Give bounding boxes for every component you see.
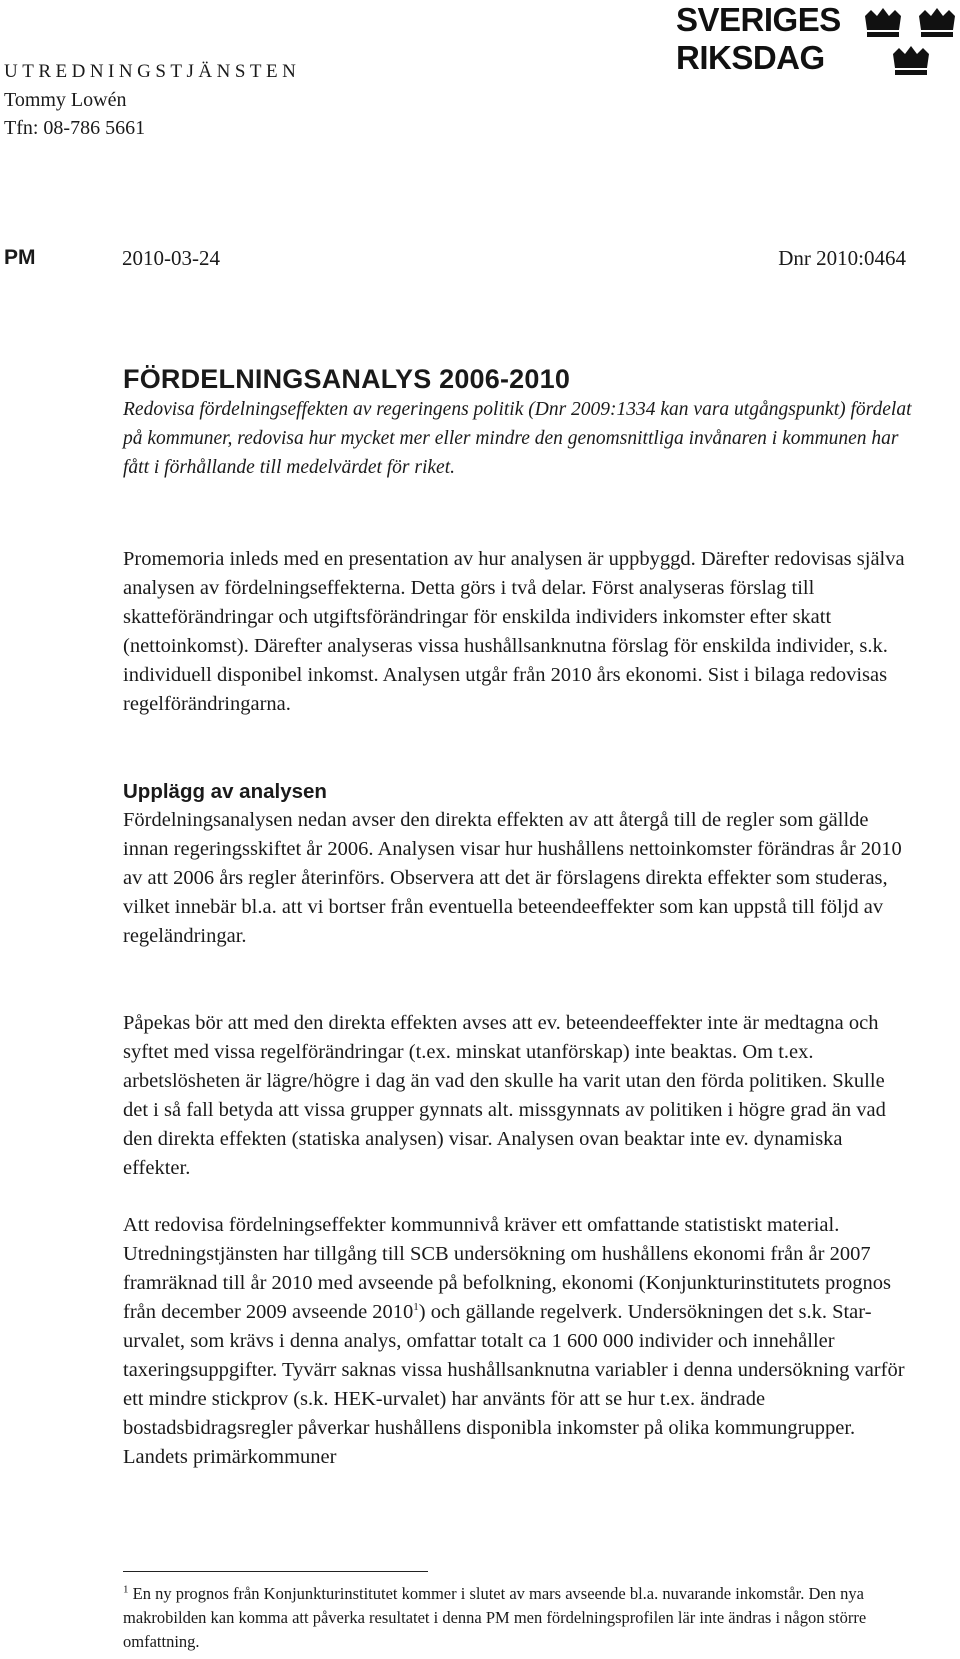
intro-paragraph: Promemoria inleds med en presentation av hur analysen är uppbyggd. Därefter redovisas själva analysen av fördelningseffekterna. Detta görs i två delar. Först analyseras förslag till skatteförändringar och utgiftsförändringar för enskilda individers inkomster efter skatt (nettoinkomst). Därefter analyseras vissa hushållsanknutna förslag för enskilda individer, s.k. individuell disponibel inkomst. Analysen utgår från 2010 års ekonomi. Sist i bilaga redovisas regelförändringarna. bbox=[123, 548, 905, 715]
memo-date: 2010-03-24 bbox=[122, 246, 220, 270]
document-title: FÖRDELNINGSANALYS 2006-2010 bbox=[123, 364, 571, 394]
riksdag-logo bbox=[676, 2, 956, 84]
footnote-divider bbox=[123, 1571, 428, 1572]
sender-block bbox=[4, 58, 300, 142]
logo-line-2: RIKSDAG bbox=[676, 39, 825, 76]
memo-type-label: PM bbox=[4, 246, 36, 269]
direct-effect-paragraph: Påpekas bör att med den direkta effekten avses att ev. beteendeeffekter inte är medtagna och syftet med vissa regelförändringar (t.ex. minskat utanförskap) inte beaktas. Om t.ex. arbetslösheten är lägre/högre i dag än vad den skulle ha varit utan den förda politiken. Skulle det i så fall betyda att vissa grupper gynnats alt. missgynnats av politiken i högre grad än vad den direkta effekten (statiska analysen) visar. Analysen ovan beaktar inte ev. dynamiska effekter. bbox=[123, 1012, 886, 1179]
method-paragraph: Fördelningsanalysen nedan avser den direkta effekten av att återgå till de regler som gällde innan regeringsskiftet år 2006. Analysen visar hur hushållens nettoinkomster förändras år 2010 av att 2006 års regler återinförs. Observera att det är förslagens direkta effekter som studeras, vilket innebär bl.a. att vi bortser från eventuella beteendeeffekter som kan uppstå till följd av regeländringar. bbox=[123, 809, 902, 947]
memo-header-row bbox=[0, 246, 960, 276]
data-source-text-end: ) och gällande regelverk. Undersökningen det s.k. Star-urvalet, som krävs i denna analys, omfattar totalt ca 1 600 000 individer och innehåller taxeringsuppgifter. Tyvärr saknas vissa hushållsanknutna variabler i denna undersökning varför ett mindre stickprov (s.k. HEK-urvalet) har använts för att se hur t.ex. ändrade bostadsbidragsregler påverkar hushållens disponibla inkomster på olika kommungrupper. Landets primärkommuner bbox=[123, 1301, 905, 1468]
footnote-number: 1 bbox=[123, 1583, 129, 1596]
assignment-description: Redovisa fördelningseffekten av regeringens politik (Dnr 2009:1334 kan vara utgångspunkt) fördelat på kommuner, redovisa hur mycket mer eller mindre den genomsnittliga invånaren i kommunen har fått i förhållande till medelvärdet för riket. bbox=[123, 399, 912, 478]
three-crowns-icon bbox=[861, 6, 960, 82]
footnote-text: En ny prognos från Konjunkturinstitutet kommer i slutet av mars avseende bl.a. nuvarande inkomstår. Den nya makrobilden kan komma att påverka resultatet i denna PM men fördelningsprofilen lär inte ändras i någon större omfattning. bbox=[123, 1584, 867, 1651]
department-name: UTREDNINGSTJÄNSTEN bbox=[4, 61, 301, 82]
logo-wordmark bbox=[676, 2, 841, 78]
data-source-paragraph bbox=[123, 1211, 913, 1472]
phone-number: Tfn: 08-786 5661 bbox=[4, 117, 146, 139]
author-name: Tommy Lowén bbox=[4, 89, 127, 111]
logo-line-1: SVERIGES bbox=[676, 1, 841, 38]
footnote bbox=[123, 1582, 913, 1654]
data-source-text-start: Att redovisa fördelningseffekter kommunnivå kräver ett omfattande statistiskt material. Utredningstjänsten har tillgång till SCB undersökning om hushållens ekonomi från år 2007 framräknad till år 2010 med avseende på befolkning, ekonomi (Konjunkturinstitutets prognos från december 2009 avseende 2010 bbox=[123, 1214, 892, 1323]
footnote-reference[interactable]: 1 bbox=[413, 1301, 419, 1314]
section-heading: Upplägg av analysen bbox=[123, 780, 327, 803]
memo-reference-number: Dnr 2010:0464 bbox=[778, 246, 906, 270]
